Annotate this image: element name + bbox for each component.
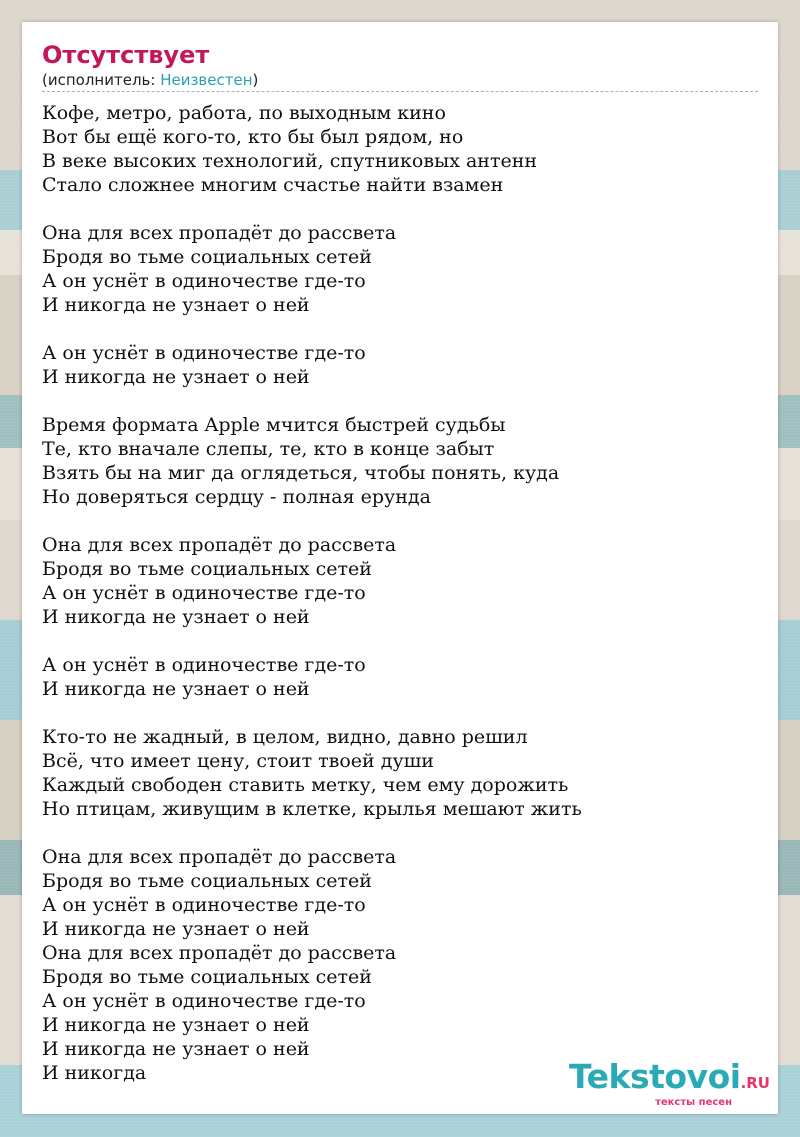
logo-tld: .RU: [740, 1074, 770, 1092]
lyric-line: Бродя во тьме социальных сетей: [42, 870, 372, 892]
stanza-gap: [42, 317, 768, 341]
song-header: [42, 40, 758, 92]
site-logo[interactable]: [569, 1057, 770, 1108]
lyric-line: А он уснёт в одиночестве где-то: [42, 654, 366, 676]
lyric-line: И никогда не узнает о ней: [42, 918, 310, 940]
lyric-line: И никогда не узнает о ней: [42, 1038, 310, 1060]
lyric-line: Кто-то не жадный, в целом, видно, давно решил: [42, 726, 528, 748]
lyric-line: И никогда не узнает о ней: [42, 678, 310, 700]
song-title: Отсутствует: [42, 41, 210, 69]
lyric-line: Стало сложнее многим счастье найти взамен: [42, 174, 504, 196]
logo-name: Tekstovoi: [569, 1057, 741, 1096]
artist-line: [42, 70, 758, 92]
logo-tagline: тексты песен: [655, 1097, 732, 1108]
stanza-gap: [42, 509, 768, 533]
artist-prefix: (исполнитель:: [42, 71, 161, 89]
lyric-line: Те, кто вначале слепы, те, кто в конце забыт: [42, 438, 495, 460]
lyric-line: Всё, что имеет цену, стоит твоей души: [42, 750, 434, 772]
lyric-line: А он уснёт в одиночестве где-то: [42, 342, 366, 364]
lyric-line: Бродя во тьме социальных сетей: [42, 966, 372, 988]
lyric-line: Время формата Apple мчится быстрей судьбы: [42, 414, 506, 436]
lyric-line: Каждый свободен ставить метку, чем ему дорожить: [42, 774, 569, 796]
lyric-line: И никогда не узнает о ней: [42, 1014, 310, 1036]
lyrics-body: [42, 101, 768, 1085]
artist-link[interactable]: Неизвестен: [160, 71, 253, 89]
lyric-line: Она для всех пропадёт до рассвета: [42, 222, 397, 244]
stanza-gap: [42, 701, 768, 725]
lyric-line: Она для всех пропадёт до рассвета: [42, 846, 397, 868]
lyric-line: Бродя во тьме социальных сетей: [42, 558, 372, 580]
lyric-line: В веке высоких технологий, спутниковых антенн: [42, 150, 538, 172]
lyric-line: И никогда не узнает о ней: [42, 294, 310, 316]
stanza-gap: [42, 389, 768, 413]
lyric-line: Вот бы ещё кого-то, кто бы был рядом, но: [42, 126, 464, 148]
lyric-line: Бродя во тьме социальных сетей: [42, 246, 372, 268]
lyric-line: Она для всех пропадёт до рассвета: [42, 942, 397, 964]
lyric-line: Она для всех пропадёт до рассвета: [42, 534, 397, 556]
lyric-line: И никогда не узнает о ней: [42, 366, 310, 388]
artist-suffix: ): [252, 71, 259, 89]
lyric-line: И никогда не узнает о ней: [42, 606, 310, 628]
lyric-line: Взять бы на миг да оглядеться, чтобы понять, куда: [42, 462, 560, 484]
lyrics-sheet: [22, 22, 778, 1114]
stanza-gap: [42, 821, 768, 845]
lyric-line: А он уснёт в одиночестве где-то: [42, 582, 366, 604]
lyric-line: И никогда: [42, 1062, 147, 1084]
lyric-line: Кофе, метро, работа, по выходным кино: [42, 102, 446, 124]
stanza-gap: [42, 629, 768, 653]
lyric-line: Но птицам, живущим в клетке, крылья мешают жить: [42, 798, 582, 820]
logo-wordmark: [569, 1057, 770, 1100]
lyric-line: А он уснёт в одиночестве где-то: [42, 990, 366, 1012]
lyric-line: Но доверяться сердцу - полная ерунда: [42, 486, 431, 508]
lyric-line: А он уснёт в одиночестве где-то: [42, 894, 366, 916]
stanza-gap: [42, 197, 768, 221]
lyric-line: А он уснёт в одиночестве где-то: [42, 270, 366, 292]
